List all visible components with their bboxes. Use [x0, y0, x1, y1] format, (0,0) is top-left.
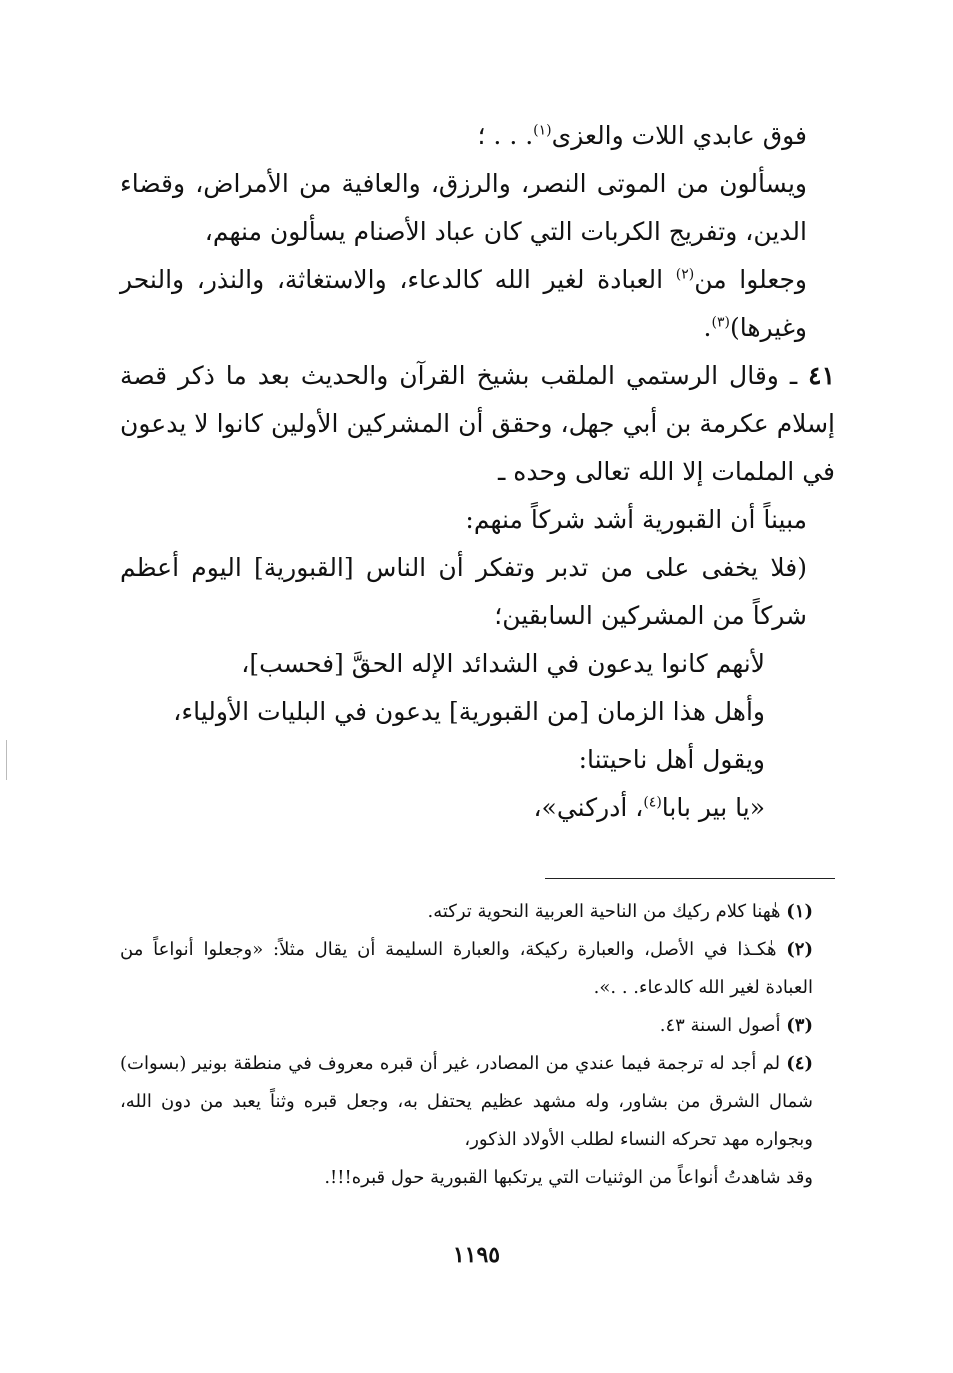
- footnote-ref-2: (٢): [675, 266, 695, 283]
- section-number: ٤١: [808, 361, 835, 390]
- footnote-ref-3: (٣): [711, 314, 730, 331]
- footnote-1: [120, 893, 835, 931]
- paragraph-6: (فلا يخفى على من تدبر وتفكر أن الناس [القبورية] اليوم أعظم شركاً من المشركين السابقين؛: [120, 553, 807, 630]
- paragraph-8: وأهل هذا الزمان [من القبورية] يدعون في البليات الأولياء،: [173, 697, 765, 726]
- footnote-marker: (١): [786, 901, 813, 922]
- footnote-2: [120, 931, 835, 1007]
- footnote-text: لم أجد له ترجمة فيما عندي من المصادر، غير أن قبره معروف في منطقة بونير (بسوات) شمال الشرق من بشاور، وله مشهد عظيم يحتفل به، وجعل قبره وثناً يعبد من دون الله، وبجواره مهد تحركه النساء لطلب الأولاد الذكور،: [120, 1053, 813, 1150]
- text-span: العبادة لغير الله كالدعاء، والاستغاثة، والنذر، والنحر وغيرها): [120, 265, 807, 342]
- footnote-ref-1: (١): [533, 122, 552, 139]
- footnote-4: [120, 1045, 835, 1159]
- footnote-text: هٰهنا كلام ركيك من الناحية العربية النحوية تركته.: [427, 901, 787, 922]
- footnote-ref-4: (٤): [643, 794, 662, 811]
- paragraph-4: [120, 352, 835, 496]
- footnote-separator: [545, 878, 835, 879]
- text-span: ، أدركني»،: [533, 793, 644, 822]
- footnote-3: [120, 1007, 835, 1045]
- paragraph-2: ويسألون من الموتى النصر، والرزق، والعافية من الأمراض، وقضاء الدين، وتفريج الكربات التي كان عباد الأصنام يسألون منهم،: [120, 169, 807, 246]
- text-span: «يا بير بابا: [661, 793, 765, 822]
- paragraph-10: [120, 784, 835, 832]
- paragraph-5: مبيناً أن القبورية أشد شركاً منهم:: [465, 505, 807, 534]
- footnote-marker: (٤): [786, 1053, 813, 1074]
- scan-edge-mark: [6, 740, 7, 780]
- footnote-text: هٰكـذا في الأصل، والعبارة ركيكة، والعبارة السليمة أن يقال مثلاً: «وجعلوا أنواعاً من العبادة لغير الله كالدعاء. . .».: [120, 939, 813, 998]
- text-span: . . . ؛: [477, 121, 534, 150]
- page-number: ١١٩٥: [452, 1242, 501, 1268]
- footnote-marker: (٣): [786, 1015, 813, 1036]
- paragraph-3: [120, 256, 835, 352]
- footnote-marker: (٢): [786, 939, 813, 960]
- paragraph-9: ويقول أهل ناحيتنا:: [578, 745, 765, 774]
- text-span: .: [703, 313, 712, 342]
- footnote-4-continued: وقد شاهدتُ أنواعاً من الوثنيات التي يرتكبها القبورية حول قبره!!!.: [324, 1167, 813, 1188]
- text-span: ـ وقال الرستمي الملقب بشيخ القرآن والحديث بعد ما ذكر قصة إسلام عكرمة بن أبي جهل، وحقق أن المشركين الأولين كانوا لا يدعون في الملمات إلا الله تعالى وحده ـ: [120, 361, 835, 486]
- paragraph-7: لأنهم كانوا يدعون في الشدائد الإله الحقَّ [فحسب]،: [241, 649, 765, 678]
- text-span: وجعلوا من: [694, 265, 807, 294]
- main-text-body: [120, 112, 835, 832]
- footnote-text: أصول السنة ٤٣.: [659, 1015, 787, 1036]
- text-span: فوق عابدي اللات والعزى: [551, 121, 807, 150]
- footnotes-section: [120, 893, 835, 1197]
- paragraph-1: [120, 112, 835, 160]
